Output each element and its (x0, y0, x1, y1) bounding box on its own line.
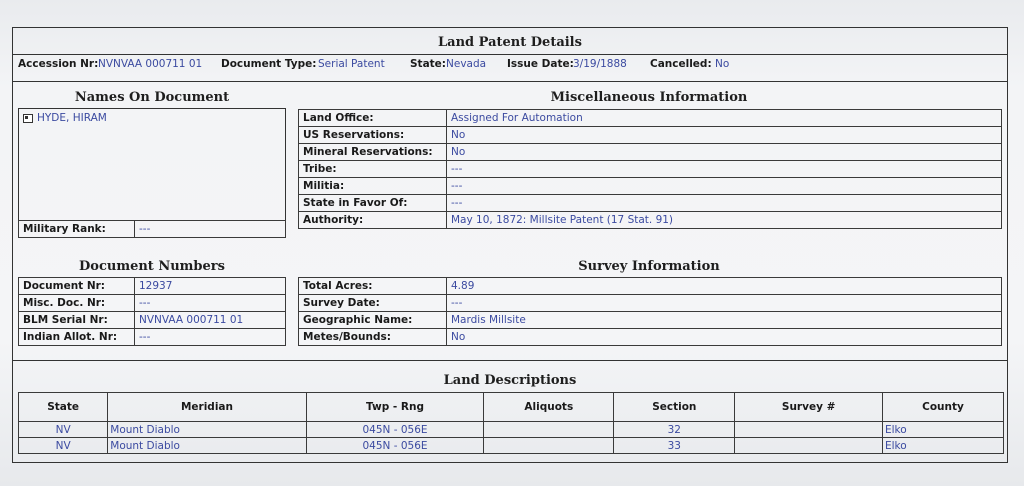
land-cell (735, 422, 883, 438)
cancelled-label: Cancelled: (650, 58, 712, 70)
misc-value: --- (447, 195, 1002, 212)
doc-label: Indian Allot. Nr: (19, 329, 135, 346)
land-title: Land Descriptions (443, 373, 577, 388)
survey-row (299, 278, 1002, 295)
land-row (19, 422, 1004, 438)
doc-value: --- (135, 329, 286, 346)
title-divider (12, 54, 1008, 55)
military-rank-table (18, 220, 286, 238)
doc-numbers-table (18, 277, 286, 346)
misc-label: Mineral Reservations: (299, 144, 447, 161)
survey-row (299, 312, 1002, 329)
page-title: Land Patent Details (438, 35, 582, 50)
misc-label: Authority: (299, 212, 447, 229)
land-header-row (19, 393, 1004, 422)
misc-row (299, 195, 1002, 212)
doc-label: Misc. Doc. Nr: (19, 295, 135, 312)
doc-row (19, 312, 286, 329)
misc-row (299, 161, 1002, 178)
land-cell (735, 438, 883, 454)
doc-value: 12937 (135, 278, 286, 295)
land-cell: Elko (882, 438, 1003, 454)
military-rank-label: Military Rank: (19, 221, 135, 238)
misc-label: State in Favor Of: (299, 195, 447, 212)
state-label: State: (410, 58, 447, 70)
land-cell: Mount Diablo (108, 422, 306, 438)
survey-label: Survey Date: (299, 295, 447, 312)
header-fields (18, 58, 1008, 74)
misc-title: Miscellaneous Information (550, 90, 748, 105)
accession-label: Accession Nr: (18, 58, 99, 70)
misc-label: Land Office: (299, 110, 447, 127)
misc-label: Tribe: (299, 161, 447, 178)
misc-table (298, 109, 1002, 229)
land-cell (484, 422, 614, 438)
land-column-header: State (19, 393, 108, 422)
land-cell: Mount Diablo (108, 438, 306, 454)
accession-value[interactable]: NVNVAA 000711 01 (98, 58, 203, 70)
survey-value: No (447, 329, 1002, 346)
land-column-header: Meridian (108, 393, 306, 422)
land-cell: NV (19, 438, 108, 454)
misc-row (299, 144, 1002, 161)
survey-row (299, 295, 1002, 312)
survey-row (299, 329, 1002, 346)
land-cell: 33 (614, 438, 735, 454)
doc-label: Document Nr: (19, 278, 135, 295)
misc-value: May 10, 1872: Millsite Patent (17 Stat. 91) (447, 212, 1002, 229)
doc-type-value: Serial Patent (318, 58, 385, 70)
doc-numbers-title: Document Numbers (79, 259, 225, 274)
state-value: Nevada (446, 58, 487, 70)
survey-title: Survey Information (578, 259, 720, 274)
doc-type-label: Document Type: (221, 58, 317, 70)
header-divider (12, 81, 1008, 82)
misc-value: Assigned For Automation (447, 110, 1002, 127)
doc-value: NVNVAA 000711 01 (135, 312, 286, 329)
survey-label: Geographic Name: (299, 312, 447, 329)
survey-label: Metes/Bounds: (299, 329, 447, 346)
names-title: Names On Document (74, 90, 230, 105)
issue-date-value: 3/19/1888 (573, 58, 627, 70)
land-cell: 045N - 056E (306, 438, 484, 454)
misc-row (299, 212, 1002, 229)
names-box (18, 108, 286, 221)
doc-value: --- (135, 295, 286, 312)
land-cell: Elko (882, 422, 1003, 438)
misc-label: Militia: (299, 178, 447, 195)
survey-label: Total Acres: (299, 278, 447, 295)
land-descriptions-table (18, 392, 1004, 454)
misc-value: No (447, 127, 1002, 144)
survey-value: 4.89 (447, 278, 1002, 295)
land-cell (484, 438, 614, 454)
land-row (19, 438, 1004, 454)
misc-value: No (447, 144, 1002, 161)
doc-row (19, 278, 286, 295)
survey-table (298, 277, 1002, 346)
misc-row (299, 110, 1002, 127)
name-entry[interactable]: HYDE, HIRAM (37, 112, 107, 124)
survey-value: Mardis Millsite (447, 312, 1002, 329)
military-rank-value: --- (135, 221, 286, 238)
land-column-header: Aliquots (484, 393, 614, 422)
misc-row (299, 178, 1002, 195)
misc-value: --- (447, 178, 1002, 195)
land-cell: 045N - 056E (306, 422, 484, 438)
document-icon[interactable] (23, 114, 33, 123)
land-cell: 32 (614, 422, 735, 438)
land-column-header: Section (614, 393, 735, 422)
issue-date-label: Issue Date: (507, 58, 574, 70)
land-column-header: Twp - Rng (306, 393, 484, 422)
cancelled-value: No (715, 58, 730, 70)
land-column-header: County (882, 393, 1003, 422)
misc-label: US Reservations: (299, 127, 447, 144)
land-column-header: Survey # (735, 393, 883, 422)
doc-label: BLM Serial Nr: (19, 312, 135, 329)
land-divider (12, 360, 1008, 361)
misc-value: --- (447, 161, 1002, 178)
misc-row (299, 127, 1002, 144)
doc-row (19, 329, 286, 346)
land-cell: NV (19, 422, 108, 438)
doc-row (19, 295, 286, 312)
survey-value: --- (447, 295, 1002, 312)
